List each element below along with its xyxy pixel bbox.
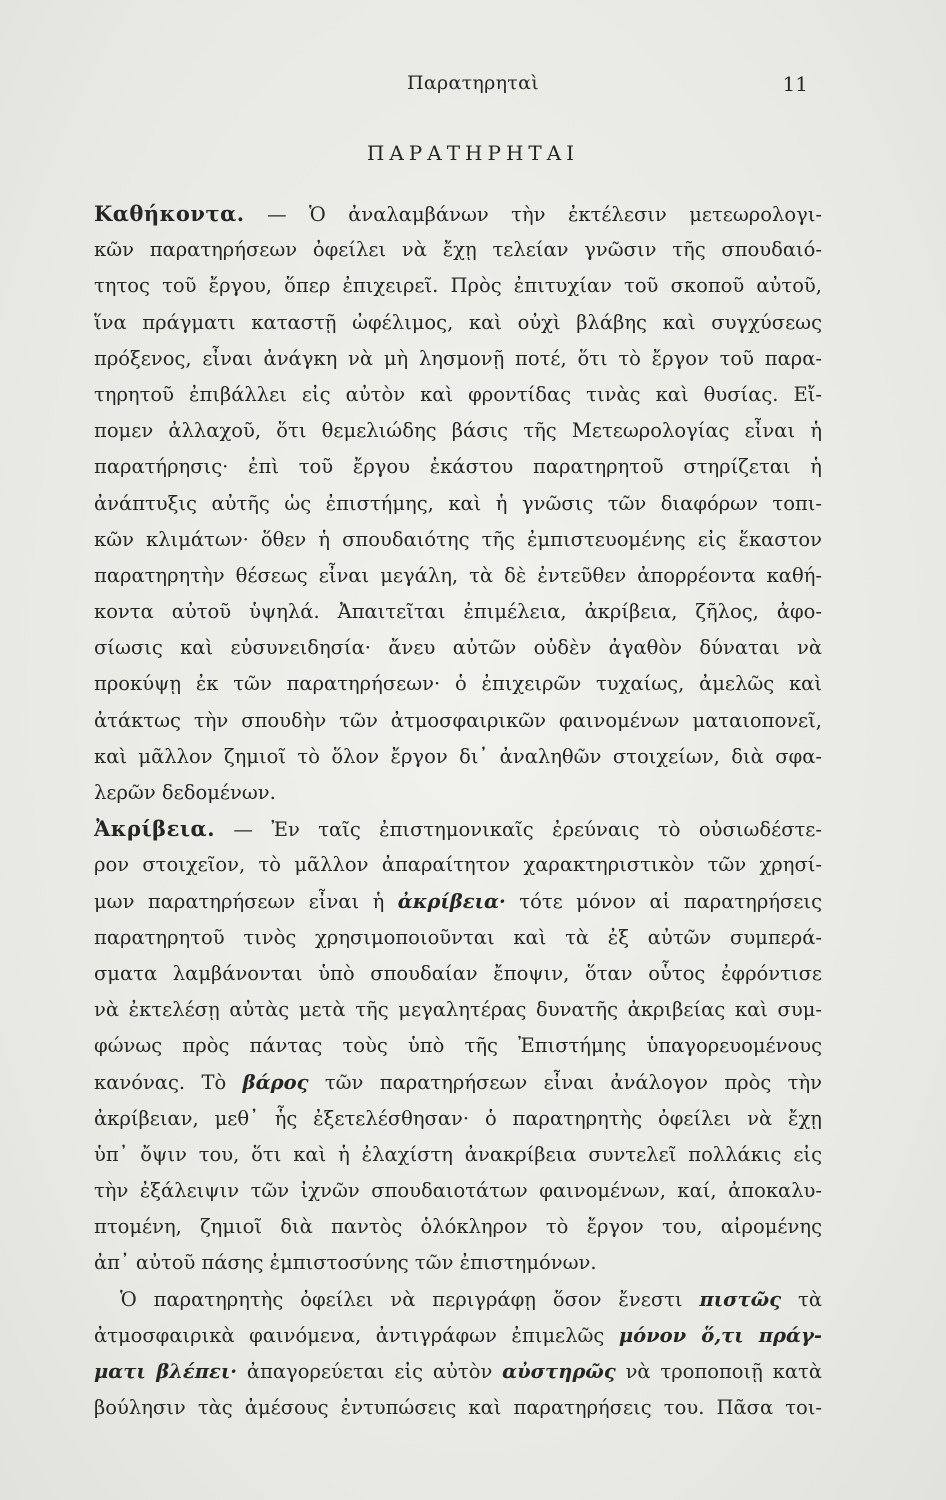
- text-line: ρον στοιχεῖον, τὸ μᾶλλον ἀπαραίτητον χαρακτηριστικὸν τῶν χρησί-: [94, 853, 822, 877]
- page-number: 11: [782, 72, 808, 96]
- text-line: [94, 1282, 822, 1318]
- emphasis-only-what: μόνον ὅ,τι πράγ-: [618, 1323, 822, 1347]
- section-heading-accuracy: Ἀκρίβεια.: [94, 816, 216, 842]
- text-line: βούλησιν τὰς ἀμέσους ἐντυπώσεις καὶ παρατηρήσεις του. Πᾶσα τοι-: [94, 1396, 822, 1420]
- text-line: [94, 196, 822, 232]
- text-line: τητος τοῦ ἔργου, ὅπερ ἐπιχειρεῖ. Πρὸς ἐπιτυχίαν τοῦ σκοποῦ αὐτοῦ,: [94, 274, 822, 298]
- text-line: κῶν παρατηρήσεων ὀφείλει νὰ ἔχῃ τελείαν γνῶσιν τῆς σπουδαιό-: [94, 238, 822, 262]
- text-line: πτομένη, ζημιοῖ διὰ παντὸς ὁλόκληρον τὸ ἔργον του, αἰρομένης: [94, 1215, 822, 1239]
- line-text: νὰ τροποποιῇ κατὰ: [615, 1360, 822, 1383]
- text-line: [94, 1354, 822, 1390]
- text-line: λερῶν δεδομένων.: [94, 781, 276, 804]
- emphasis-accuracy: ἀκρίβεια·: [397, 889, 506, 913]
- line-text: μων παρατηρήσεων εἶναι ἡ: [94, 889, 398, 913]
- line-text: τῶν παρατηρήσεων εἶναι ἀνάλογον πρὸς τὴν: [308, 1070, 822, 1094]
- line-text: — Ὁ ἀναλαμβάνων τὴν ἐκτέλεσιν μετεωρολογι-: [244, 203, 822, 226]
- line-text: Ὁ παρατηρητὴς ὀφείλει νὰ περιγράφῃ ὅσον ἔνεστι: [120, 1287, 700, 1311]
- text-line: πομεν ἀλλαχοῦ, ὅτι θεμελιώδης βάσις τῆς Μετεωρολογίας εἶναι ἡ: [94, 419, 822, 443]
- text-line: κῶν κλιμάτων· ὅθεν ἡ σπουδαιότης τῆς ἐμπιστευομένης εἰς ἕκαστον: [94, 527, 822, 551]
- text-line: νὰ ἐκτελέσῃ αὐτὰς μετὰ τῆς μεγαλητέρας δυνατῆς ἀκριβείας καὶ συμ-: [94, 998, 822, 1022]
- text-line: φώνως πρὸς πάντας τοὺς ὑπὸ τῆς Ἐπιστήμης ὑπαγορευομένους: [94, 1034, 822, 1058]
- text-line: [94, 1065, 822, 1101]
- body-text: [94, 196, 822, 1426]
- text-line: σματα λαμβάνονται ὑπὸ σπουδαίαν ἔποψιν, ὅταν οὗτος ἐφρόντισε: [94, 961, 822, 985]
- text-line: τηρητοῦ ἐπιβάλλει εἰς αὐτὸν καὶ φροντίδας τινὰς καὶ θυσίας. Εἴ-: [94, 382, 822, 406]
- running-title: Παρατηρηταὶ: [407, 72, 539, 94]
- line-text: κανόνας. Τὸ: [94, 1070, 243, 1094]
- text-line: [94, 1318, 822, 1354]
- line-text: — Ἐν ταῖς ἐπιστημονικαῖς ἐρεύναις τὸ οὐσιωδέστε-: [215, 818, 822, 842]
- text-line: τὴν ἐξάλειψιν τῶν ἰχνῶν σπουδαιοτάτων φαινομένων, καί, ἀποκαλυ-: [94, 1179, 822, 1203]
- text-line: σίωσις καὶ εὐσυνειδησία· ἄνευ αὐτῶν οὐδὲν ἀγαθὸν δύναται νὰ: [94, 636, 822, 660]
- emphasis-weight: βάρος: [242, 1070, 309, 1094]
- line-text: τὰ: [781, 1287, 822, 1311]
- line-text: ἀτμοσφαιρικὰ φαινόμενα, ἀντιγράφων ἐπιμελῶς: [94, 1323, 619, 1347]
- section-heading-duties: Καθήκοντα.: [94, 201, 245, 226]
- chapter-heading: ΠΑΡΑΤΗΡΗΤΑΙ: [366, 141, 580, 165]
- emphasis-actually-sees: ματι βλέπει·: [94, 1360, 238, 1383]
- text-line: καὶ μᾶλλον ζημιοῖ τὸ ὅλον ἔργον δι᾽ ἀναληθῶν στοιχείων, διὰ σφα-: [94, 744, 822, 768]
- running-head: [0, 72, 946, 100]
- text-line: ὑπ᾽ ὄψιν του, ὅτι καὶ ἡ ἐλαχίστη ἀνακρίβεια συντελεῖ πολλάκις εἰς: [94, 1142, 822, 1166]
- text-line: [94, 884, 822, 920]
- line-text: τότε μόνον αἱ παρατηρήσεις: [505, 889, 822, 913]
- text-line: ἀτάκτως τὴν σπουδὴν τῶν ἀτμοσφαιρικῶν φαινομένων ματαιοπονεῖ,: [94, 708, 822, 732]
- text-line: προκύψῃ ἐκ τῶν παρατηρήσεων· ὁ ἐπιχειρῶν τυχαίως, ἀμελῶς καὶ: [94, 672, 822, 696]
- emphasis-faithfully: πιστῶς: [699, 1287, 782, 1311]
- text-line: ἀκρίβειαν, μεθ᾽ ἧς ἐξετελέσθησαν· ὁ παρατηρητὴς ὀφείλει νὰ ἔχῃ: [94, 1106, 822, 1130]
- text-line: ἵνα πράγματι καταστῇ ὠφέλιμος, καὶ οὐχὶ βλάβης καὶ συγχύσεως: [94, 310, 822, 334]
- text-line: παρατηρητοῦ τινὸς χρησιμοποιοῦνται καὶ τὰ ἐξ αὐτῶν συμπερά-: [94, 925, 822, 949]
- text-line: κοντα αὐτοῦ ὑψηλά. Ἀπαιτεῖται ἐπιμέλεια, ἀκρίβεια, ζῆλος, ἀφο-: [94, 600, 822, 624]
- text-line: [94, 811, 822, 847]
- text-line: ἀπ᾽ αὐτοῦ πάσης ἐμπιστοσύνης τῶν ἐπιστημόνων.: [94, 1251, 597, 1275]
- text-line: πρόξενος, εἶναι ἀνάγκη νὰ μὴ λησμονῇ ποτέ, ὅτι τὸ ἔργον τοῦ παρα-: [94, 346, 822, 370]
- line-text: ἀπαγορεύεται εἰς αὐτὸν: [237, 1360, 503, 1383]
- emphasis-strictly: αὐστηρῶς: [502, 1360, 616, 1383]
- text-line: παρατήρησις· ἐπὶ τοῦ ἔργου ἑκάστου παρατηρητοῦ στηρίζεται ἡ: [94, 455, 822, 479]
- text-line: παρατηρητὴν θέσεως εἶναι μεγάλη, τὰ δὲ ἐντεῦθεν ἀπορρέοντα καθή-: [94, 563, 822, 587]
- text-line: ἀνάπτυξις αὐτῆς ὡς ἐπιστήμης, καὶ ἡ γνῶσις τῶν διαφόρων τοπι-: [94, 491, 822, 515]
